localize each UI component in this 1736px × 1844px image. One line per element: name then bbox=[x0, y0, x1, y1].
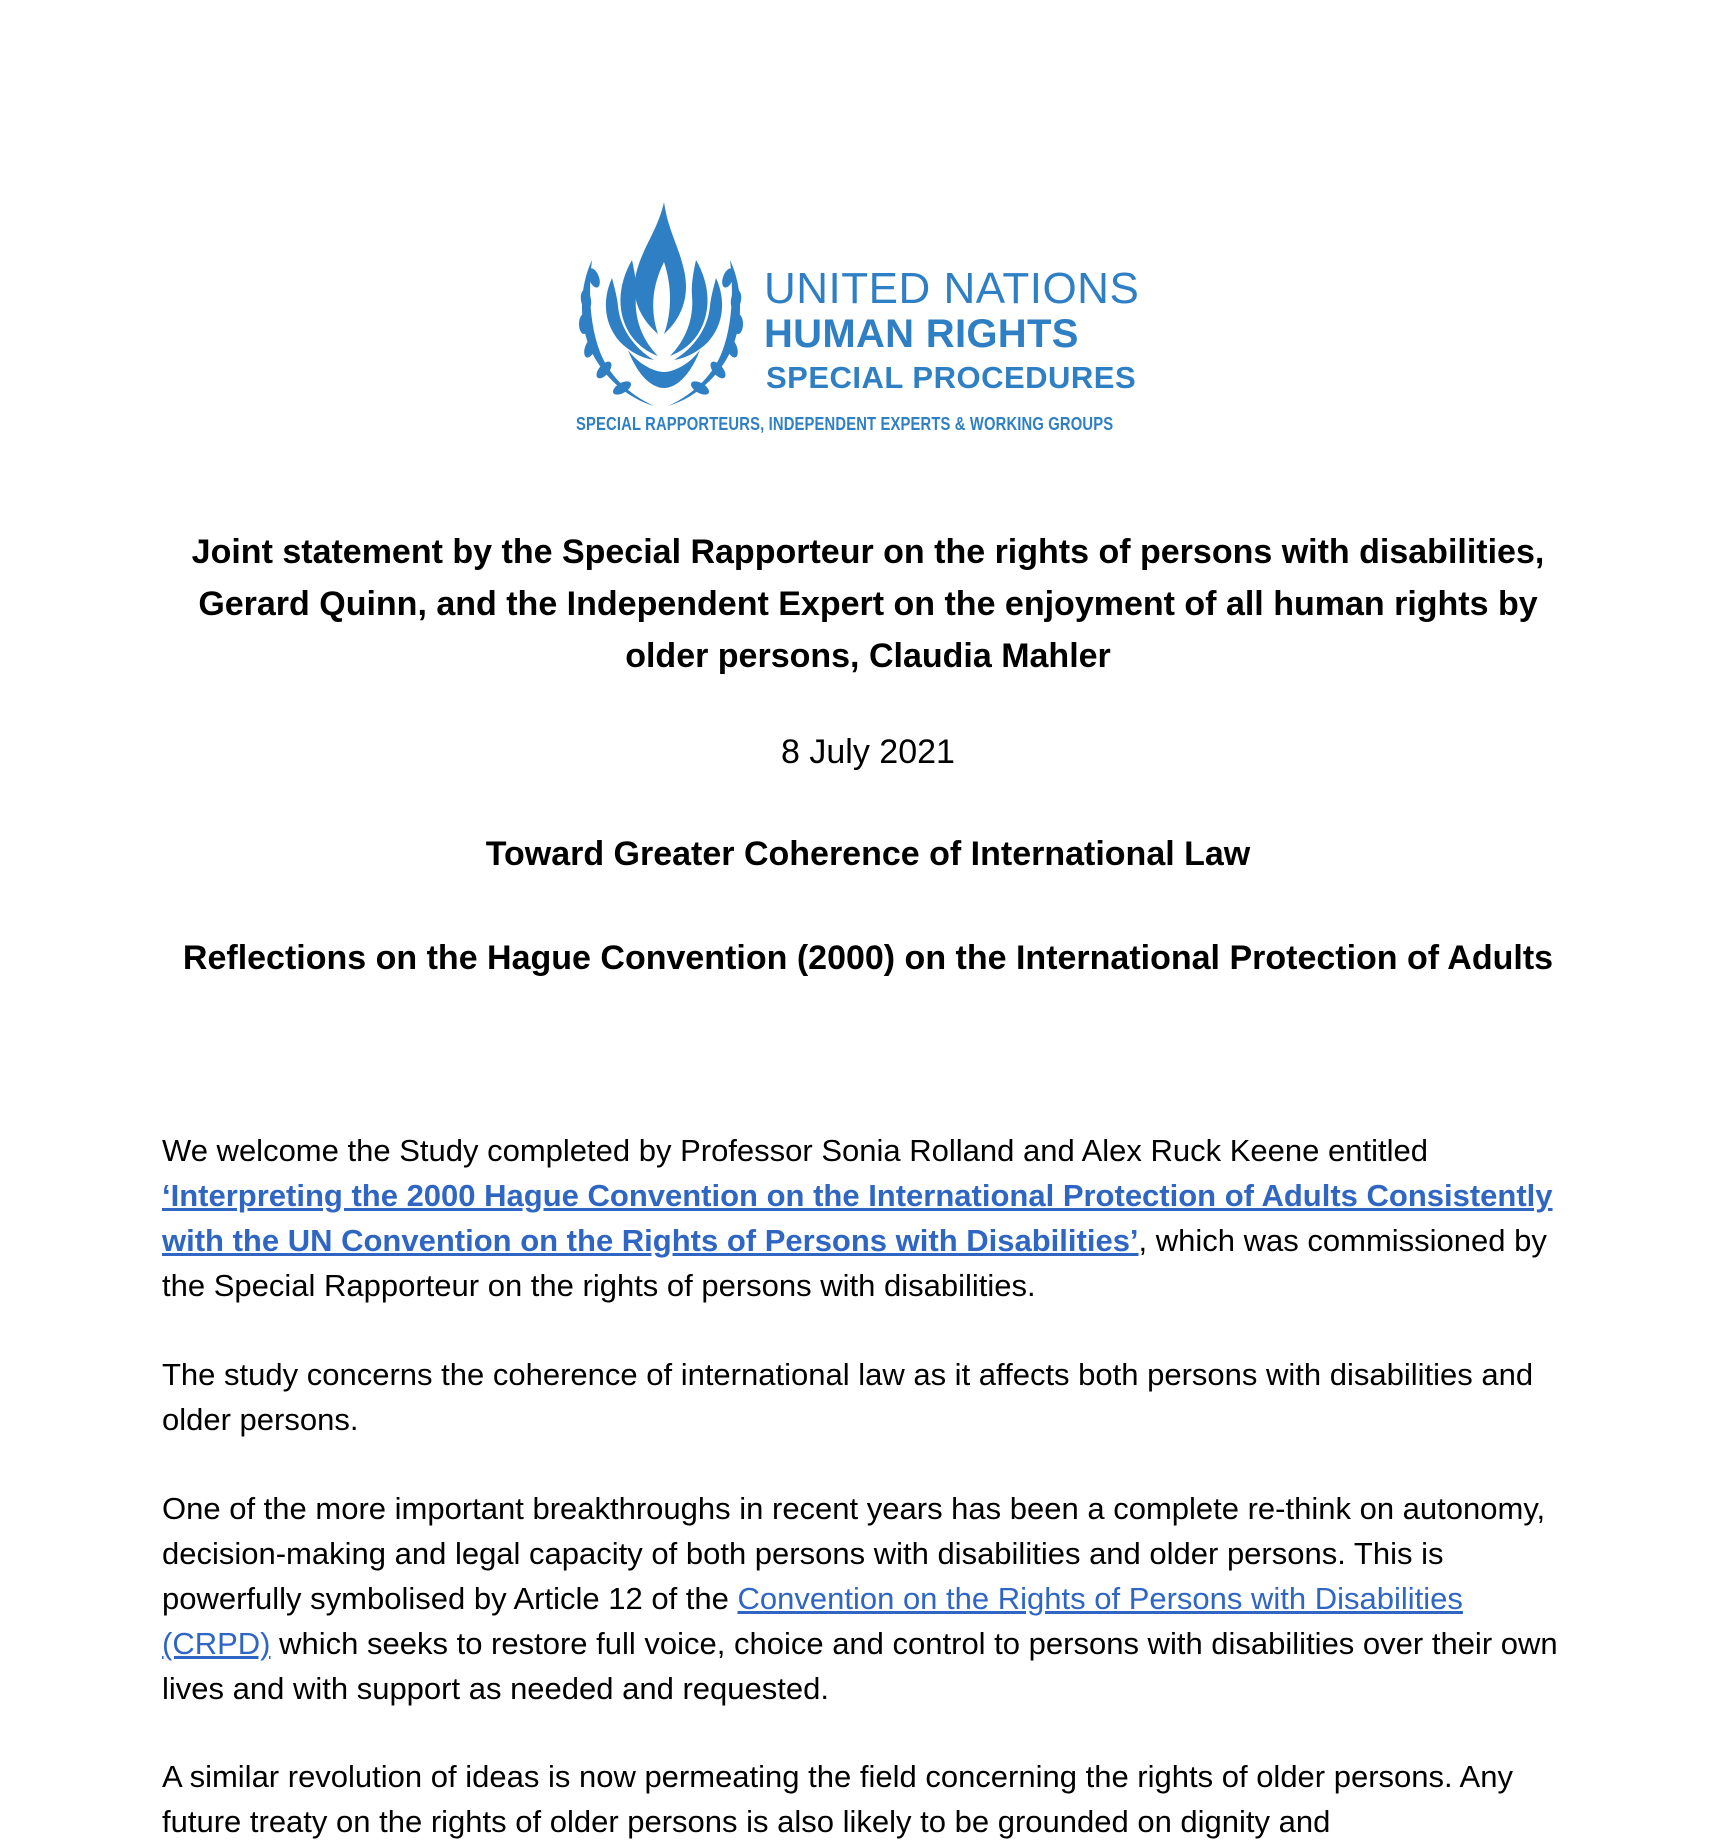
paragraph-4 bbox=[162, 1754, 1572, 1844]
paragraph-1-text-before: We welcome the Study completed by Professor Sonia Rolland and Alex Ruck Keene entitled bbox=[162, 1133, 1428, 1168]
logo-human-rights-text: HUMAN RIGHTS bbox=[764, 312, 1079, 356]
study-link[interactable]: ‘Interpreting the 2000 Hague Convention on the International Protection of Adults Consistently with the UN Convention on the Rights of Persons with Disabilities’ bbox=[162, 1178, 1553, 1258]
statement-subtitle-reflections: Reflections on the Hague Convention (2000) on the International Protection of Adults bbox=[182, 939, 1554, 977]
un-human-rights-logo bbox=[572, 200, 1142, 442]
paragraph-3 bbox=[162, 1486, 1572, 1711]
paragraph-3-text-after: which seeks to restore full voice, choice and control to persons with disabilities over their own lives and with support as needed and requested. bbox=[162, 1626, 1558, 1706]
crpd-link[interactable]: Convention on the Rights of Persons with Disabilities (CRPD) bbox=[162, 1581, 1463, 1661]
un-human-rights-flame-emblem-icon bbox=[572, 200, 750, 414]
paragraph-1 bbox=[162, 1128, 1572, 1308]
logo-tagline-text: SPECIAL RAPPORTEURS, INDEPENDENT EXPERTS & WORKING GROUPS bbox=[576, 414, 1114, 434]
statement-subtitle: Toward Greater Coherence of International Law bbox=[485, 835, 1251, 873]
paragraph-2 bbox=[162, 1352, 1572, 1442]
logo-special-procedures-text: SPECIAL PROCEDURES bbox=[766, 360, 1137, 395]
statement-title: Joint statement by the Special Rapporteur on the rights of persons with disabilities, Gerard Quinn, and the Independent Expert on the enjoyment of all human rights by older persons, Claudia Mahler bbox=[191, 533, 1545, 675]
paragraph-2-text: The study concerns the coherence of international law as it affects both persons with disabilities and older persons. bbox=[162, 1357, 1534, 1437]
paragraph-4-text: A similar revolution of ideas is now permeating the field concerning the rights of older persons. Any future treaty on the rights of older persons is also likely to be grounded on dignity and bbox=[162, 1759, 1513, 1839]
statement-date: 8 July 2021 bbox=[781, 733, 955, 771]
paragraph-1-text-after: , which was commissioned by the Special Rapporteur on the rights of persons with disabilities. bbox=[162, 1223, 1547, 1303]
paragraph-3-text-before: One of the more important breakthroughs in recent years has been a complete re-think on autonomy, decision-making and legal capacity of both persons with disabilities and older persons. This is powerfully symbolised by Article 12 of the bbox=[162, 1491, 1546, 1616]
logo-united-nations-text: UNITED NATIONS bbox=[764, 264, 1140, 313]
